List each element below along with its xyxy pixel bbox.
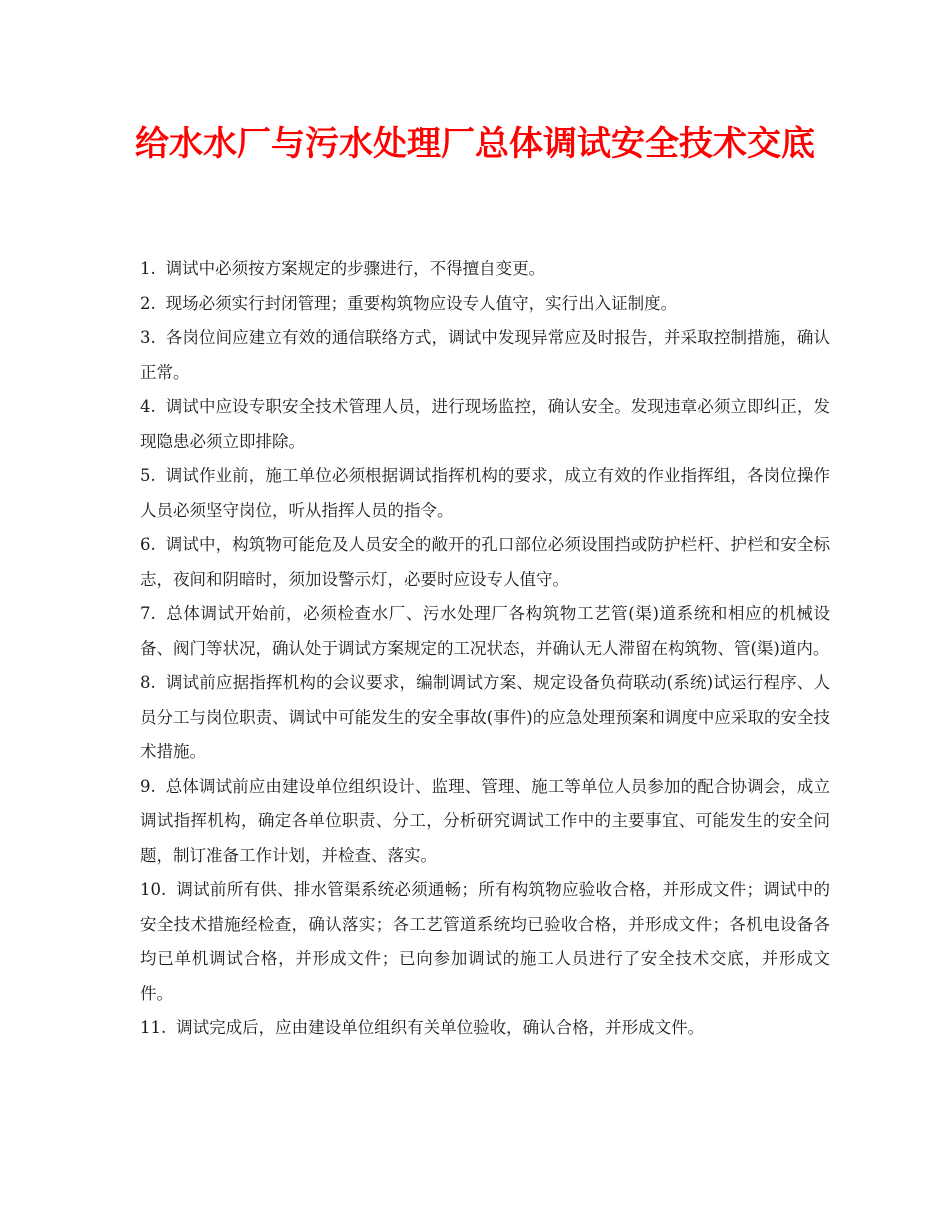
item-text: 调试中，构筑物可能危及人员安全的敞开的孔口部位必须设围挡或防护栏杆、护栏和安全标志，夜间和阴暗时，须加设警示灯，必要时应设专人值守。 bbox=[140, 535, 830, 589]
list-item bbox=[140, 770, 830, 874]
item-text: 调试前应据指挥机构的会议要求，编制调试方案、规定设备负荷联动(系统)试运行程序、人员分工与岗位职责、调试中可能发生的安全事故(事件)的应急处理预案和调度中应采取的安全技术措施。 bbox=[140, 673, 830, 761]
item-text: 各岗位间应建立有效的通信联络方式，调试中发现异常应及时报告，并采取控制措施，确认正常。 bbox=[140, 328, 830, 382]
list-item bbox=[140, 1011, 830, 1046]
item-text: 调试作业前，施工单位必须根据调试指挥机构的要求，成立有效的作业指挥组，各岗位操作人员必须坚守岗位，听从指挥人员的指令。 bbox=[140, 466, 830, 520]
list-item bbox=[140, 390, 830, 459]
item-number: 1. bbox=[140, 259, 156, 278]
item-text: 总体调试开始前，必须检查水厂、污水处理厂各构筑物工艺管(渠)道系统和相应的机械设备、阀门等状况，确认处于调试方案规定的工况状态，并确认无人滞留在构筑物、管(渠)道内。 bbox=[140, 604, 830, 658]
item-number: 6. bbox=[140, 535, 156, 554]
item-number: 5. bbox=[140, 466, 156, 485]
item-number: 2. bbox=[140, 293, 156, 313]
item-number: 8. bbox=[140, 673, 156, 692]
list-item bbox=[140, 873, 830, 1011]
item-number: 3. bbox=[140, 328, 156, 347]
item-number: 4. bbox=[140, 397, 156, 416]
item-text: 调试中应设专职安全技术管理人员，进行现场监控，确认安全。发现违章必须立即纠正，发现隐患必须立即排除。 bbox=[140, 397, 830, 451]
item-number: 7. bbox=[140, 604, 156, 623]
item-text: 调试前所有供、排水管渠系统必须通畅；所有构筑物应验收合格，并形成文件；调试中的安全技术措施经检查，确认落实；各工艺管道系统均已验收合格，并形成文件；各机电设备各均已单机调试合格，并形成文件；已向参加调试的施工人员进行了安全技术交底，并形成文件。 bbox=[140, 880, 830, 1003]
list-item bbox=[140, 287, 830, 322]
item-text: 调试中必须按方案规定的步骤进行，不得擅自变更。 bbox=[165, 259, 546, 278]
list-item bbox=[140, 321, 830, 390]
item-text: 调试完成后，应由建设单位组织有关单位验收，确认合格，并形成文件。 bbox=[176, 1018, 705, 1037]
list-item bbox=[140, 528, 830, 597]
item-number: 9. bbox=[140, 776, 156, 796]
item-number: 10. bbox=[140, 880, 167, 899]
item-number: 11. bbox=[140, 1018, 167, 1037]
item-text: 总体调试前应由建设单位组织设计、监理、管理、施工等单位人员参加的配合协调会，成立调试指挥机构，确定各单位职责、分工，分析研究调试工作中的主要事宜、可能发生的安全问题，制订准备工作计划，并检查、落实。 bbox=[140, 776, 830, 865]
list-item bbox=[140, 252, 830, 287]
list-item bbox=[140, 459, 830, 528]
list-item bbox=[140, 597, 830, 666]
safety-items-list bbox=[140, 252, 830, 1046]
item-text: 现场必须实行封闭管理；重要构筑物应设专人值守，实行出入证制度。 bbox=[165, 293, 678, 313]
list-item bbox=[140, 666, 830, 770]
document-title: 给水水厂与污水处理厂总体调试安全技术交底 bbox=[135, 124, 815, 164]
